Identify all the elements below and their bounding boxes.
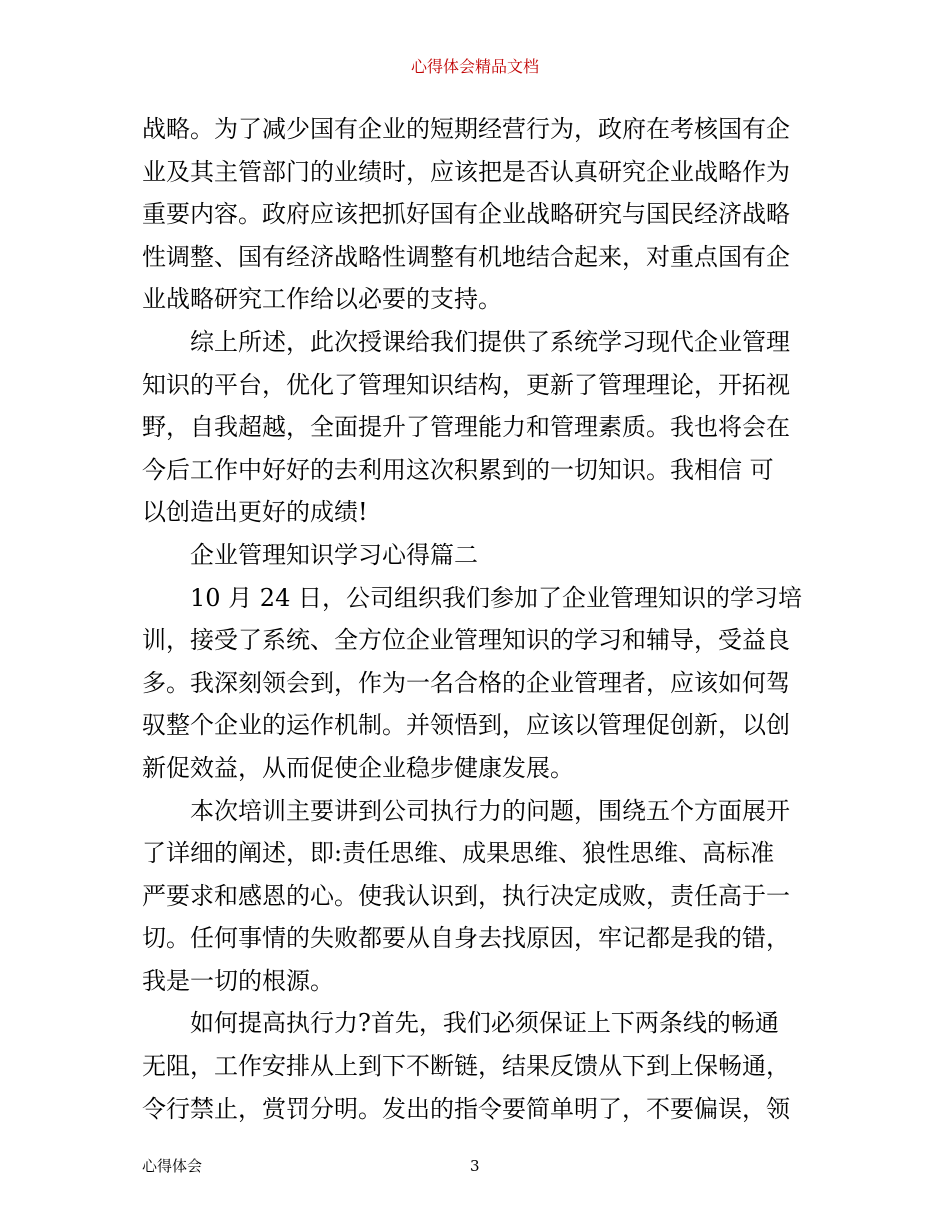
text-line: 多。我深刻领会到，作为一名合格的企业管理者，应该如何驾 (142, 668, 790, 697)
text-line: 重要内容。政府应该把抓好国有企业战略研究与国民经济战略 (142, 200, 790, 229)
text-line: 严要求和感恩的心。使我认识到，执行决定成败，责任高于一 (142, 881, 790, 910)
text-line: 10 月 24 日，公司组织我们参加了企业管理知识的学习培 (190, 583, 802, 612)
text-line: 切。任何事情的失败都要从自身去找原因，牢记都是我的错， (142, 924, 790, 953)
text-line: 性调整、国有经济战略性调整有机地结合起来，对重点国有企 (142, 242, 790, 271)
text-line: 我是一切的根源。 (142, 966, 334, 995)
text-line: 本次培训主要讲到公司执行力的问题，围绕五个方面展开 (190, 796, 790, 825)
text-line: 了详细的阐述，即:责任思维、成果思维、狼性思维、高标准 (142, 839, 775, 868)
text-line: 驭整个企业的运作机制。并领悟到，应该以管理促创新，以创 (142, 711, 790, 740)
text-line: 综上所述，此次授课给我们提供了系统学习现代企业管理 (190, 327, 790, 356)
footer-label: 心得体会 (142, 1157, 203, 1175)
text-line: 企业管理知识学习心得篇二 (190, 540, 478, 569)
text-line: 无阻，工作安排从上到下不断链，结果反馈从下到上保畅通， (142, 1052, 790, 1081)
document-body (142, 108, 816, 1130)
text-line: 业战略研究工作给以必要的支持。 (142, 285, 502, 314)
text-line: 战略。为了减少国有企业的短期经营行为，政府在考核国有企 (142, 115, 790, 143)
text-line: 知识的平台，优化了管理知识结构，更新了管理理论，开拓视 (142, 370, 790, 399)
text-line: 如何提高执行力?首先，我们必须保证上下两条线的畅通 (190, 1009, 779, 1038)
text-line: 野，自我超越，全面提升了管理能力和管理素质。我也将会在 (142, 413, 790, 442)
page-number: 3 (470, 1157, 480, 1175)
text-line: 令行禁止，赏罚分明。发出的指令要简单明了，不要偏误，领 (142, 1094, 790, 1123)
text-line: 以创造出更好的成绩! (142, 498, 368, 527)
text-line: 今后工作中好好的去利用这次积累到的一切知识。我相信 可 (142, 455, 774, 484)
text-line: 业及其主管部门的业绩时，应该把是否认真研究企业战略作为 (142, 157, 790, 186)
text-line: 训，接受了系统、全方位企业管理知识的学习和辅导，受益良 (142, 626, 790, 655)
page-header-title: 心得体会精品文档 (410, 57, 539, 76)
text-line: 新促效益，从而促使企业稳步健康发展。 (142, 753, 574, 782)
